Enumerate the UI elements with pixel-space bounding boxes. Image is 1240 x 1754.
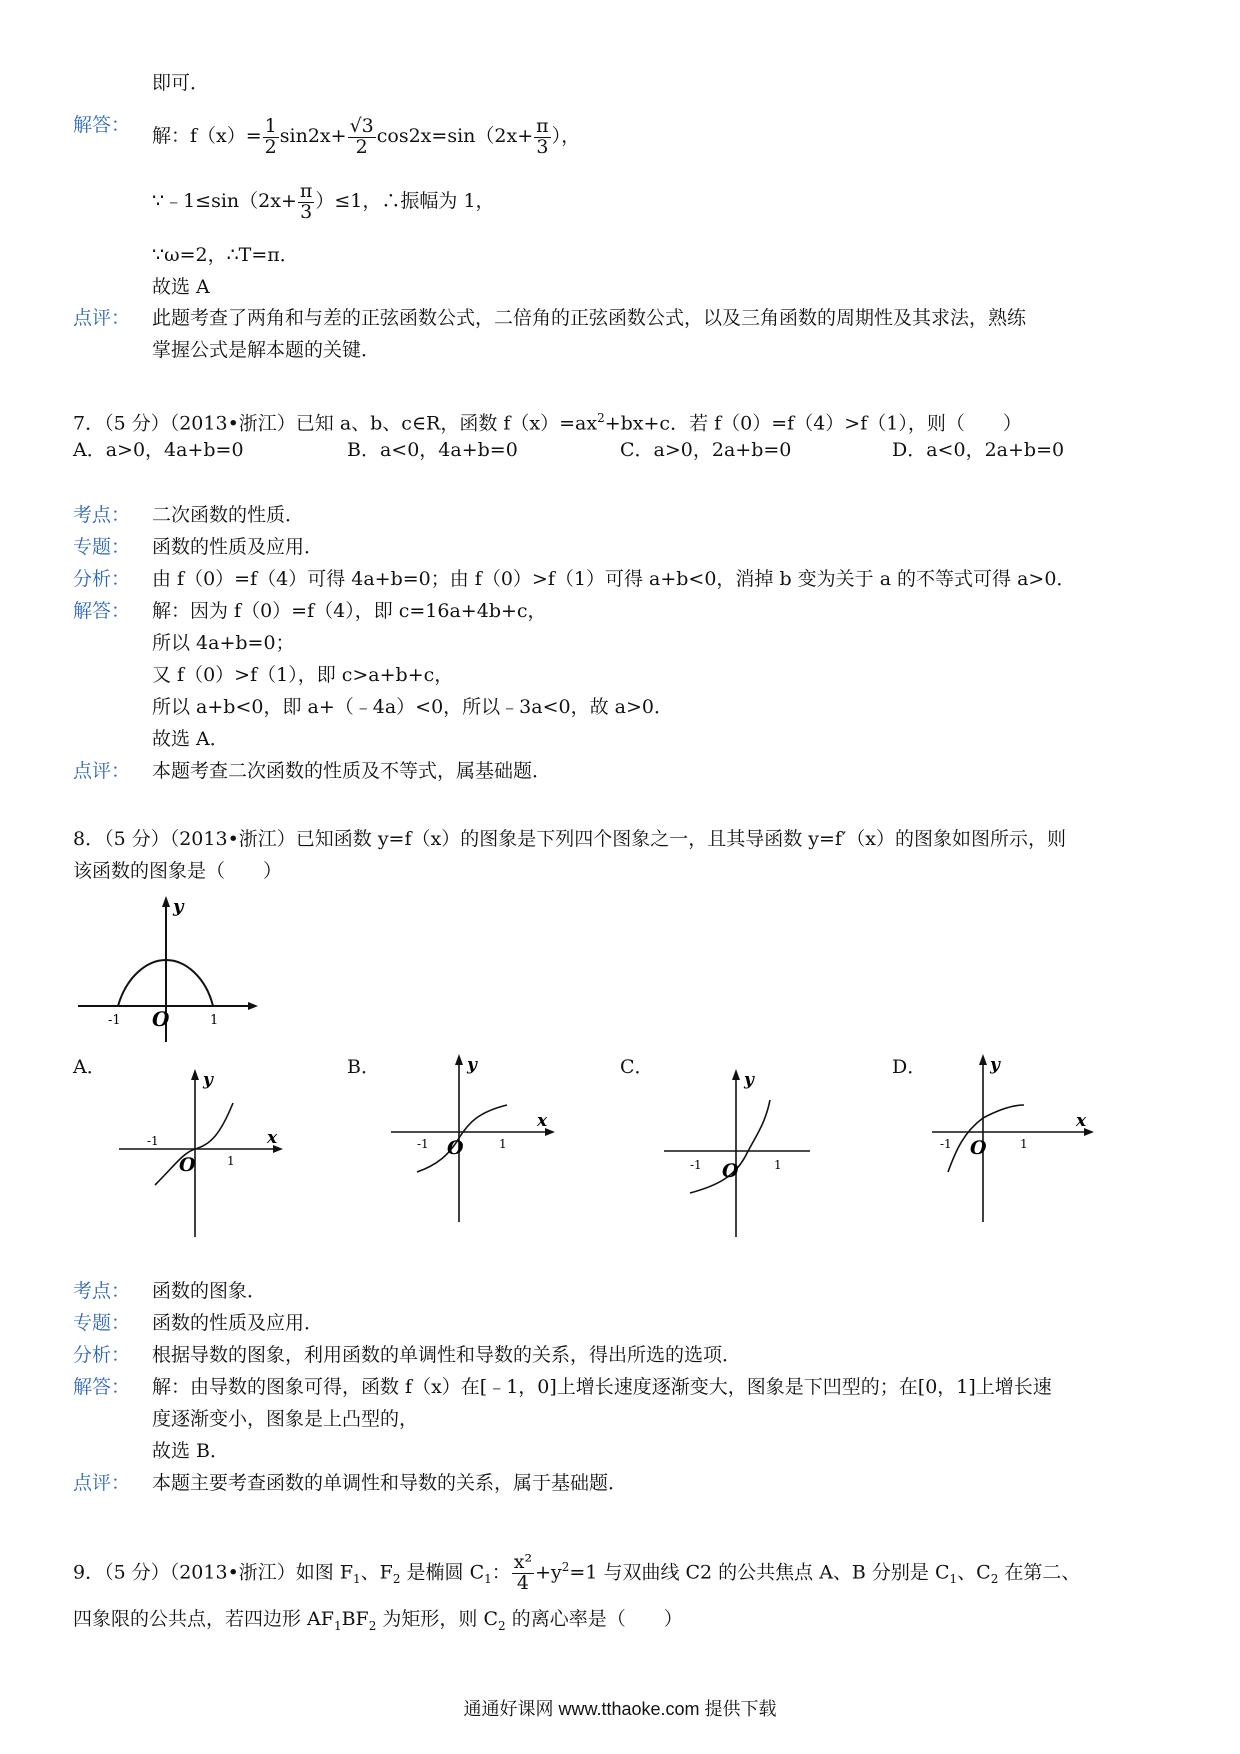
subscript: 2 [498, 1618, 506, 1633]
comment-label: 点评： [73, 307, 131, 329]
text-line: 由 f（0）=f（4）可得 4a+b=0；由 f（0）>f（1）可得 a+b<0，消掉 b 变为关于 a 的不等式可得 a>0． [152, 568, 1076, 590]
y-axis-label: y [990, 1055, 1000, 1075]
tick-label-neg1: -1 [417, 1137, 429, 1151]
option-c: C．a>0，2a+b=0 [620, 439, 792, 461]
subscript: 1 [484, 1572, 492, 1587]
tick-label-pos1: 1 [1020, 1137, 1028, 1151]
text-line: 此题考查了两角和与差的正弦函数公式，二倍角的正弦函数公式，以及三角函数的周期性及其求法，熟练 [152, 307, 1027, 329]
text-line: 又 f（0）>f（1），即 c>a+b+c， [152, 664, 454, 686]
y-axis-label: y [203, 1070, 213, 1090]
question-stem: 8．（5 分）（2013•浙江）已知函数 y=f（x）的图象是下列四个图象之一，且其导函数 y=f′（x）的图象如图所示，则 [73, 828, 1066, 850]
formula-line [152, 172, 495, 230]
zhuanti-label: 专题： [73, 536, 131, 558]
subscript: 2 [990, 1572, 999, 1587]
option-d: D．a<0，2a+b=0 [892, 439, 1065, 461]
text-segment: 的离心率是（ ） [505, 1608, 683, 1630]
fraction [263, 114, 279, 158]
numerator: √3 [349, 114, 374, 137]
origin-label: O [970, 1137, 987, 1159]
text-segment: cos2x=sin（2x+ [376, 125, 534, 147]
dianping-label: 点评： [73, 760, 131, 782]
derivative-graph [76, 892, 266, 1052]
origin-label: O [179, 1154, 196, 1176]
tick-label-neg1: -1 [108, 1013, 121, 1028]
jieda-label: 解答： [73, 600, 131, 622]
fraction [534, 114, 551, 158]
y-axis-label: y [467, 1055, 477, 1075]
numerator: 1 [264, 114, 277, 137]
origin-label: O [722, 1160, 739, 1182]
text-segment: 7．（5 分）（2013•浙江）已知 a、b、c∈R，函数 f（x）=ax [73, 412, 598, 435]
x-axis-label: x [1076, 1111, 1087, 1131]
subscript: 2 [392, 1572, 401, 1587]
fenxi-label: 分析： [73, 568, 131, 590]
tick-label-pos1: 1 [210, 1013, 219, 1028]
option-c-letter: C． [620, 1056, 654, 1078]
text-line: 本题考查二次函数的性质及不等式，属基础题． [152, 760, 552, 782]
option-c-graph [660, 1065, 835, 1240]
dianping-label: 点评： [73, 1472, 131, 1494]
text-segment: 四象限的公共点，若四边形 AF [73, 1608, 334, 1630]
tick-label-pos1: 1 [499, 1137, 507, 1151]
kaodian-label: 考点： [73, 1280, 131, 1302]
kaodian-label: 考点： [73, 504, 131, 526]
text-line: 解：由导数的图象可得，函数 f（x）在[﹣1，0]上增长速度逐渐变大，图象是下凹型的；在[0，1]上增长速 [152, 1376, 1052, 1398]
option-a-letter: A． [73, 1056, 106, 1078]
subscript: 1 [949, 1572, 958, 1587]
tick-label-neg1: -1 [147, 1134, 159, 1148]
denominator: 3 [536, 135, 549, 158]
text-segment: ： [491, 1561, 511, 1584]
text-line: 即可． [152, 72, 210, 94]
text-line: 解：因为 f（0）=f（4），即 c=16a+4b+c， [152, 600, 547, 622]
text-line: 故选 A [152, 276, 210, 298]
numerator: π [536, 114, 549, 137]
fraction [512, 1550, 534, 1594]
tick-label-neg1: -1 [690, 1158, 702, 1172]
subscript: 1 [353, 1572, 361, 1587]
option-d-graph [928, 1050, 1103, 1225]
text-segment: 为矩形，则 C [376, 1608, 499, 1630]
text-segment: 解：f（x）= [152, 125, 262, 147]
text-segment: +y [535, 1561, 562, 1584]
text-segment: +bx+c．若 f（0）=f（4）>f（1），则（ ） [604, 412, 1022, 435]
tick-label-pos1: 1 [227, 1154, 235, 1168]
text-segment: BF [341, 1608, 369, 1630]
question-stem [73, 405, 1022, 436]
option-d-letter: D． [892, 1056, 927, 1078]
y-axis-label: y [744, 1070, 754, 1090]
text-line: 函数的性质及应用． [152, 536, 324, 558]
formula-line [152, 106, 580, 166]
denominator: 4 [516, 1571, 529, 1594]
text-line: 故选 A． [152, 728, 229, 750]
text-segment: ∵﹣1≤sin（2x+ [152, 190, 297, 212]
origin-label: O [447, 1137, 464, 1159]
y-axis-label: y [173, 896, 184, 917]
fraction [348, 114, 376, 158]
text-line: 度逐渐变小，图象是上凸型的， [152, 1408, 419, 1430]
origin-label: O [152, 1007, 170, 1031]
text-segment: 是椭圆 C [400, 1561, 485, 1584]
question-stem: 该函数的图象是（ ） [73, 860, 283, 882]
subscript: 1 [333, 1618, 342, 1633]
text-segment: 、C [957, 1561, 991, 1584]
x-axis-label: x [537, 1111, 548, 1131]
text-segment: =1 与双曲线 C2 的公共焦点 A、B 分别是 C [569, 1561, 950, 1584]
answer-label: 解答： [73, 114, 131, 136]
text-line: 掌握公式是解本题的关键． [152, 339, 381, 361]
superscript: 2 [561, 1560, 570, 1574]
option-b: B．a<0，4a+b=0 [347, 439, 518, 461]
text-segment: sin2x+ [279, 125, 347, 147]
jieda-label: 解答： [73, 1376, 131, 1398]
superscript: 2 [597, 411, 605, 425]
text-line: ∵ω=2，∴T=π． [152, 244, 299, 266]
tick-label-pos1: 1 [774, 1158, 782, 1172]
numerator: π [299, 179, 313, 202]
text-line: 所以 a+b<0，即 a+（﹣4a）<0，所以﹣3a<0，故 a>0． [152, 696, 673, 718]
numerator: x² [513, 1550, 533, 1573]
fraction [298, 179, 315, 223]
text-segment: ）， [551, 125, 581, 147]
text-line: 故选 B． [152, 1440, 230, 1462]
text-line: 根据导数的图象，利用函数的单调性和导数的关系，得出所选的选项． [152, 1344, 742, 1366]
text-line: 本题主要考查函数的单调性和导数的关系，属于基础题． [152, 1472, 628, 1494]
text-line: 二次函数的性质． [152, 504, 305, 526]
option-b-graph [387, 1050, 562, 1225]
page-footer: 通通好课网 www.tthaoke.com 提供下载 [463, 1699, 777, 1719]
denominator: 2 [355, 135, 368, 158]
question-stem [73, 1606, 683, 1639]
tick-label-neg1: -1 [940, 1137, 952, 1151]
text-line: 所以 4a+b=0； [152, 632, 295, 654]
text-line: 函数的性质及应用． [152, 1312, 324, 1334]
denominator: 2 [264, 135, 277, 158]
subscript: 2 [368, 1618, 377, 1633]
text-segment: 在第二、 [998, 1561, 1081, 1584]
option-b-letter: B． [347, 1056, 380, 1078]
text-segment: 9．（5 分）（2013•浙江）如图 F [73, 1561, 354, 1584]
zhuanti-label: 专题： [73, 1312, 131, 1334]
option-a: A．a>0，4a+b=0 [73, 439, 244, 461]
denominator: 3 [300, 200, 313, 223]
fenxi-label: 分析： [73, 1344, 131, 1366]
question-stem [73, 1536, 1080, 1598]
text-segment: ）≤1，∴振幅为 1， [315, 190, 495, 212]
text-segment: 、F [360, 1561, 393, 1584]
text-line: 函数的图象． [152, 1280, 267, 1302]
x-axis-label: x [267, 1128, 278, 1148]
option-a-graph [115, 1065, 290, 1240]
